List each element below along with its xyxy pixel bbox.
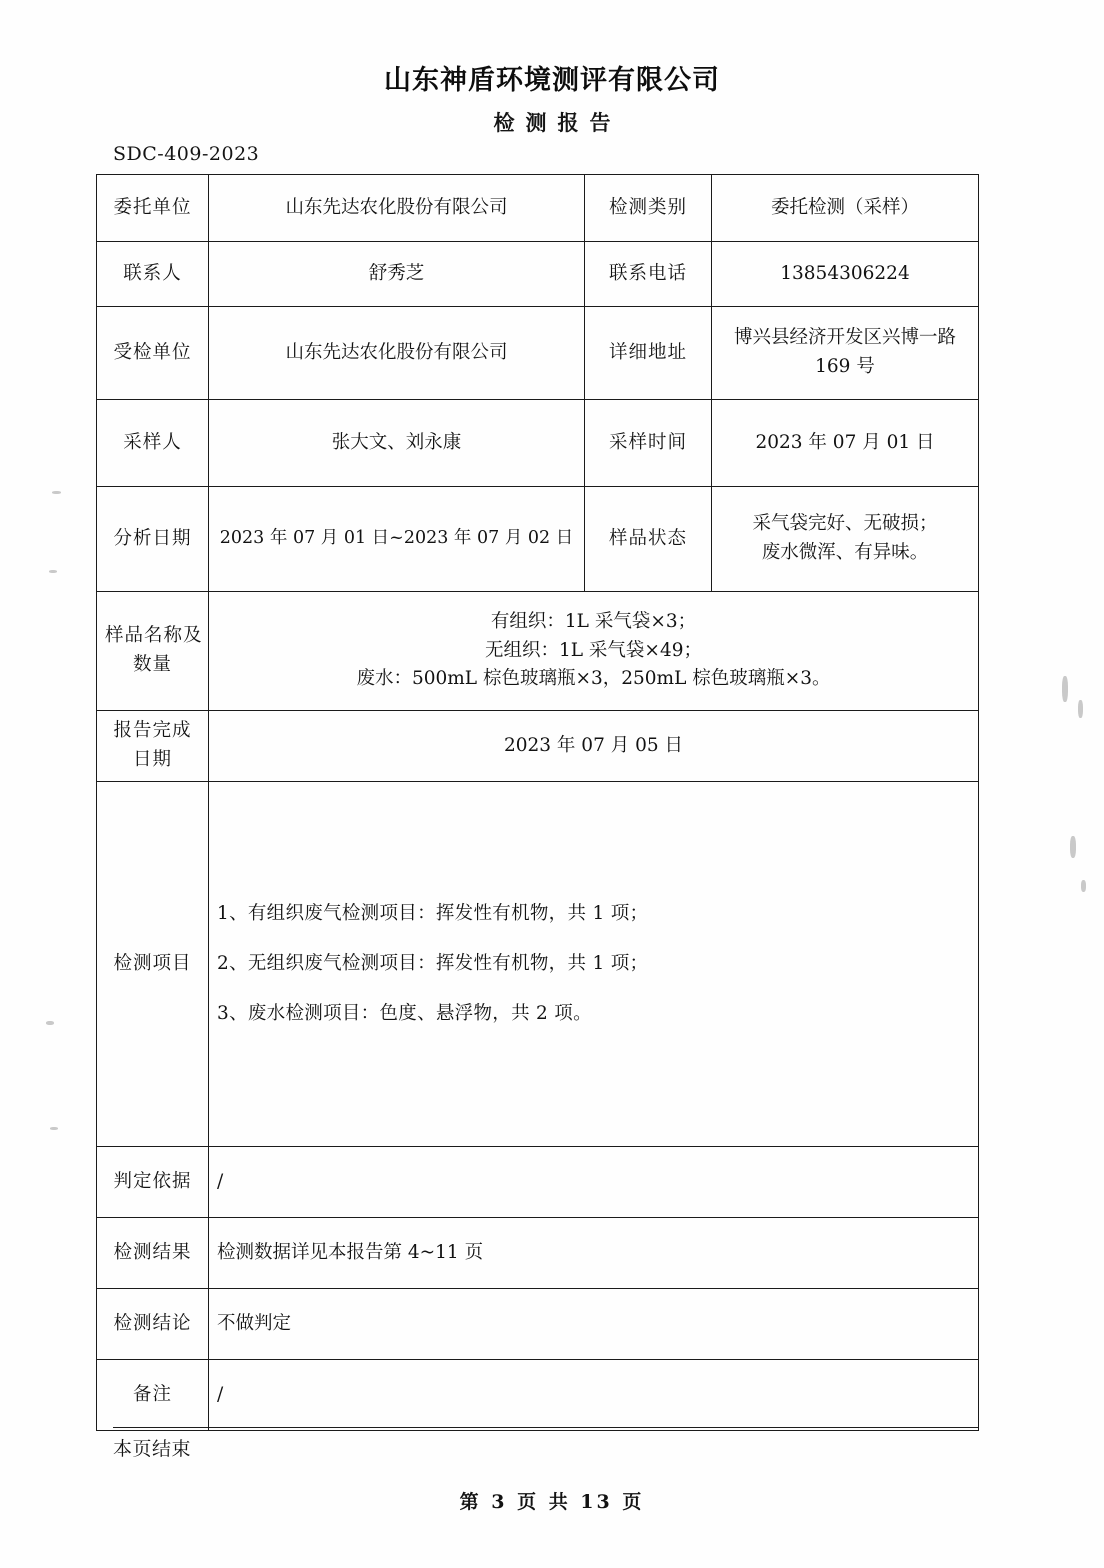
report-number: SDC-409-2023 xyxy=(113,143,260,165)
label-sampling-time: 采样时间 xyxy=(585,400,712,487)
value-sampling-time: 2023 年 07 月 01 日 xyxy=(712,400,979,487)
report-info-table xyxy=(96,174,979,1431)
footer-divider xyxy=(113,1427,979,1428)
table-row-contact xyxy=(97,242,979,307)
value-test-conclusion: 不做判定 xyxy=(209,1289,979,1360)
scan-speck xyxy=(1062,676,1068,702)
label-test-items: 检测项目 xyxy=(97,782,209,1147)
table-row-results xyxy=(97,1218,979,1289)
sample-qty-line-1: 有组织：1L 采气袋×3； xyxy=(490,610,697,632)
label-report-date-line-2: 日期 xyxy=(132,749,172,770)
label-sample-name-line-1: 样品名称及 xyxy=(105,625,203,647)
label-detailed-address: 详细地址 xyxy=(585,307,712,400)
value-sample-name-qty xyxy=(209,592,979,711)
address-line-1: 博兴县经济开发区兴博一路 xyxy=(733,327,956,349)
sample-qty-line-2: 无组织：1L 采气袋×49； xyxy=(485,639,702,661)
label-sample-name-line-2: 数量 xyxy=(132,654,172,675)
test-item-1: 1、有组织废气检测项目：挥发性有机物，共 1 项； xyxy=(217,903,649,925)
label-judgement-criteria: 判定依据 xyxy=(97,1147,209,1218)
scan-speck xyxy=(52,491,61,494)
label-inspected-unit: 受检单位 xyxy=(97,307,209,400)
page-number: 第 3 页 共 13 页 xyxy=(459,1491,645,1513)
value-judgement-criteria: / xyxy=(209,1147,979,1218)
table-row-test-items xyxy=(97,782,979,1147)
value-sampler: 张大文、刘永康 xyxy=(209,400,585,487)
table-row-conclusion xyxy=(97,1289,979,1360)
label-client-unit: 委托单位 xyxy=(97,175,209,242)
sample-state-line-2: 废水微浑、有异味。 xyxy=(761,542,929,563)
table-row-criteria xyxy=(97,1147,979,1218)
label-test-results: 检测结果 xyxy=(97,1218,209,1289)
label-sample-state: 样品状态 xyxy=(585,487,712,592)
table-row-inspected-unit xyxy=(97,307,979,400)
document-header xyxy=(0,64,1104,137)
test-item-2: 2、无组织废气检测项目：挥发性有机物，共 1 项； xyxy=(217,953,649,975)
company-name: 山东神盾环境测评有限公司 xyxy=(384,65,720,96)
value-test-items xyxy=(209,782,979,1147)
address-line-2: 169 号 xyxy=(815,356,875,377)
label-sample-name-qty xyxy=(97,592,209,711)
scan-speck xyxy=(1078,700,1083,718)
value-test-results: 检测数据详见本报告第 4~11 页 xyxy=(209,1218,979,1289)
value-contact-person: 舒秀芝 xyxy=(209,242,585,307)
table-row-client xyxy=(97,175,979,242)
scan-speck xyxy=(50,1127,58,1130)
label-report-date-line-1: 报告完成 xyxy=(113,720,192,742)
label-test-conclusion: 检测结论 xyxy=(97,1289,209,1360)
table-row-report-date xyxy=(97,711,979,782)
test-item-3: 3、废水检测项目：色度、悬浮物，共 2 项。 xyxy=(217,1002,592,1024)
value-inspected-unit: 山东先达农化股份有限公司 xyxy=(209,307,585,400)
report-title: 检测报告 xyxy=(493,109,622,135)
label-remarks: 备注 xyxy=(97,1360,209,1431)
scan-speck xyxy=(1070,836,1076,858)
value-analysis-date: 2023 年 07 月 01 日~2023 年 07 月 02 日 xyxy=(209,487,585,592)
value-report-complete-date: 2023 年 07 月 05 日 xyxy=(209,711,979,782)
value-sample-state xyxy=(712,487,979,592)
label-contact-person: 联系人 xyxy=(97,242,209,307)
sample-qty-line-3: 废水：500mL 棕色玻璃瓶×3，250mL 棕色玻璃瓶×3。 xyxy=(356,668,831,690)
label-report-complete-date xyxy=(97,711,209,782)
sample-state-line-1: 采气袋完好、无破损； xyxy=(752,513,938,535)
value-client-unit: 山东先达农化股份有限公司 xyxy=(209,175,585,242)
value-remarks: / xyxy=(209,1360,979,1431)
table-row-remarks xyxy=(97,1360,979,1431)
scan-speck xyxy=(46,1021,54,1025)
table-row-analysis-date xyxy=(97,487,979,592)
scan-speck xyxy=(1081,880,1086,892)
page-end-label: 本页结束 xyxy=(113,1438,192,1460)
scan-speck xyxy=(49,570,57,573)
label-contact-phone: 联系电话 xyxy=(585,242,712,307)
table-row-sample-name-qty xyxy=(97,592,979,711)
value-test-category: 委托检测（采样） xyxy=(712,175,979,242)
value-detailed-address xyxy=(712,307,979,400)
value-contact-phone: 13854306224 xyxy=(712,242,979,307)
label-analysis-date: 分析日期 xyxy=(97,487,209,592)
table-row-sampler xyxy=(97,400,979,487)
label-sampler: 采样人 xyxy=(97,400,209,487)
label-test-category: 检测类别 xyxy=(585,175,712,242)
